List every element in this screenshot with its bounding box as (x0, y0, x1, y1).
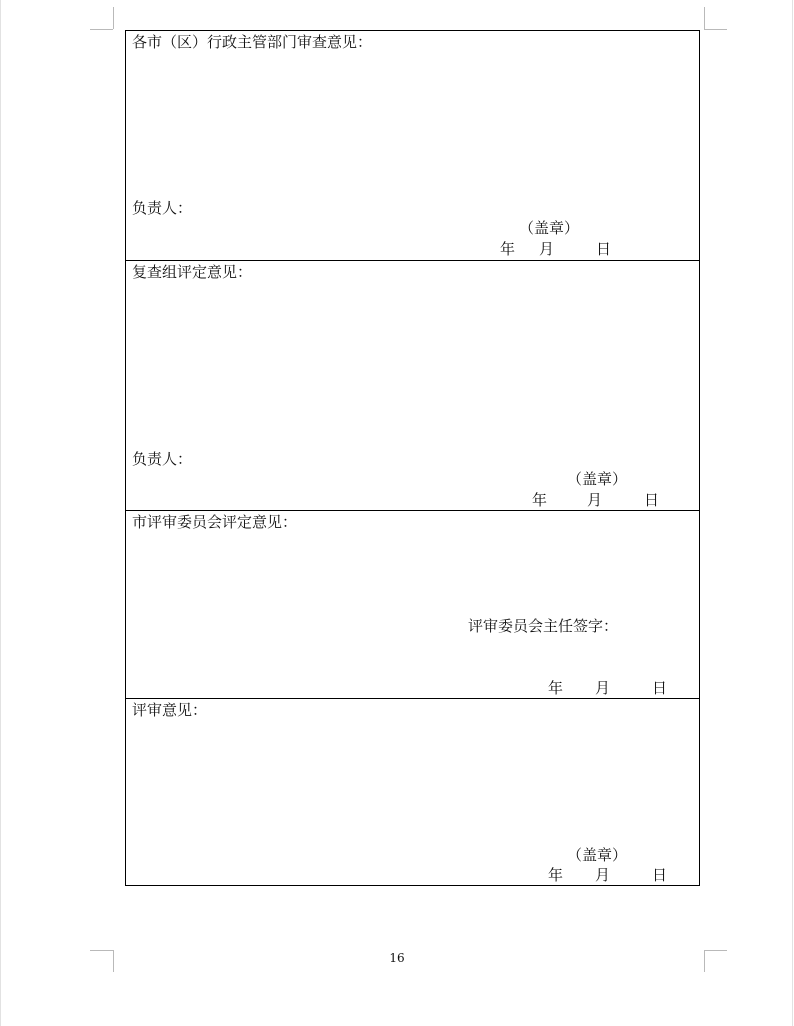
date-day-label: 日 (644, 491, 660, 509)
seal-label: （盖章） (519, 219, 580, 237)
date-year-label: 年 (548, 679, 564, 697)
seal-label: （盖章） (567, 846, 628, 864)
date-month-label: 月 (539, 240, 555, 258)
section-heading: 复查组评定意见： (132, 263, 253, 281)
section-district-review (126, 31, 699, 260)
page-number: 16 (389, 951, 405, 965)
seal-label: （盖章） (567, 470, 628, 488)
date-day-label: 日 (596, 240, 612, 258)
crop-mark (113, 7, 114, 29)
date-year-label: 年 (532, 491, 548, 509)
date-day-label: 日 (652, 679, 668, 697)
section-committee-review (126, 510, 699, 698)
date-month-label: 月 (595, 679, 611, 697)
responsible-person-label: 负责人： (132, 450, 193, 468)
date-month-label: 月 (587, 491, 603, 509)
responsible-person-label: 负责人： (132, 199, 193, 217)
section-heading: 评审意见： (132, 701, 208, 719)
page-left-edge (0, 0, 1, 1026)
date-month-label: 月 (595, 866, 611, 884)
review-form-table (125, 30, 700, 886)
date-year-label: 年 (548, 866, 564, 884)
date-year-label: 年 (500, 240, 516, 258)
section-heading: 各市（区）行政主管部门审查意见： (132, 33, 373, 51)
crop-mark (704, 29, 727, 30)
crop-mark (704, 7, 705, 29)
section-heading: 市评审委员会评定意见： (132, 513, 298, 531)
section-final-review (126, 698, 699, 885)
section-reinspection-review (126, 260, 699, 510)
crop-mark (90, 29, 113, 30)
chair-signature-label: 评审委员会主任签字： (468, 617, 619, 635)
date-day-label: 日 (652, 866, 668, 884)
page-right-edge (792, 0, 793, 1026)
